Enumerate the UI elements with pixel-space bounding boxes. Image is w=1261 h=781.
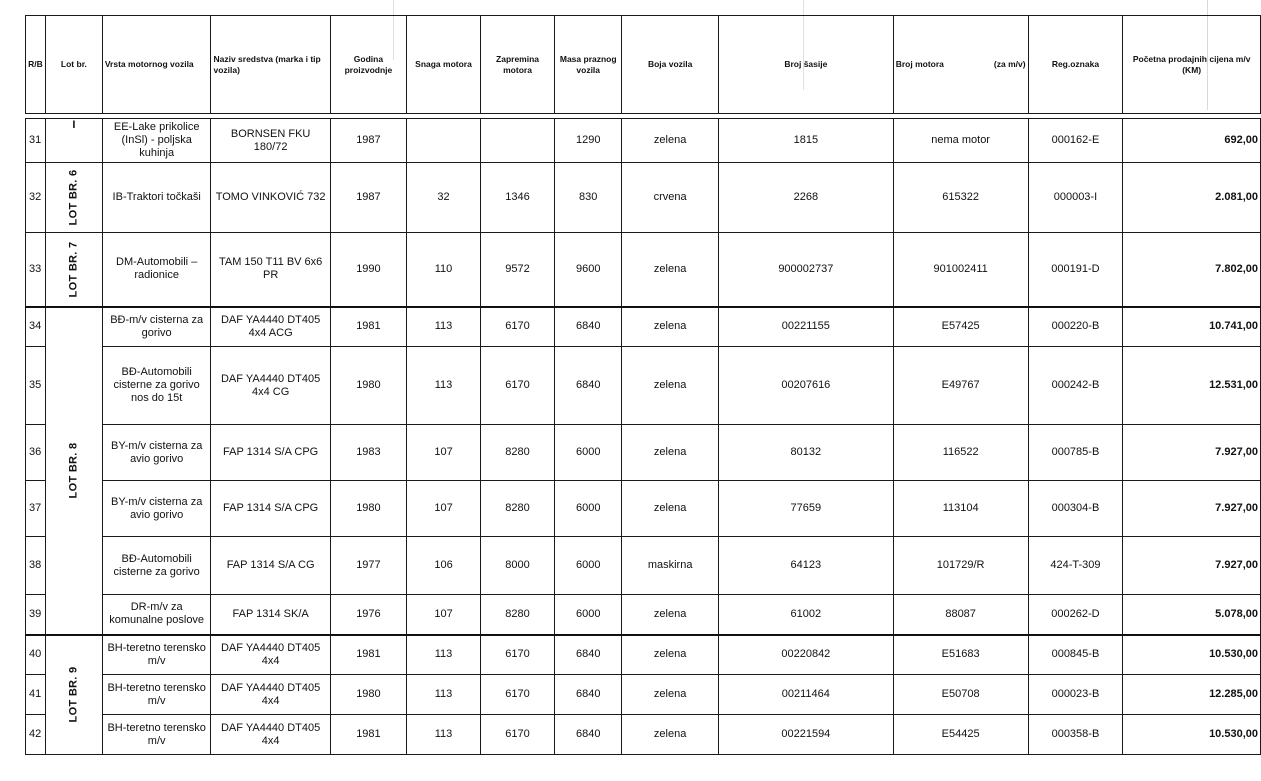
cell-price: 7.927,00 <box>1123 425 1261 481</box>
cell-name: FAP 1314 S/A CG <box>211 537 330 595</box>
cell-reg: 000845-B <box>1028 635 1123 675</box>
cell-volume: 8280 <box>480 481 554 537</box>
lot-label: LOT BR. 8 <box>67 442 80 499</box>
cell-engine: E51683 <box>893 635 1028 675</box>
cell-volume: 6170 <box>480 307 554 347</box>
cell-color: zelena <box>622 595 719 635</box>
cell-mass: 6840 <box>555 635 622 675</box>
cell-mass: 6000 <box>555 481 622 537</box>
lot-label: LOT BR. 6 <box>67 169 80 226</box>
table-row <box>26 163 1261 233</box>
cell-power <box>407 119 481 163</box>
cell-name: FAP 1314 S/A CPG <box>211 481 330 537</box>
cell-volume: 8000 <box>480 537 554 595</box>
cell-type: BY-m/v cisterna za avio gorivo <box>102 425 211 481</box>
cell-power: 107 <box>407 481 481 537</box>
cell-type: IB-Traktori točkaši <box>102 163 211 233</box>
scan-artifact-line <box>1207 0 1208 110</box>
cell-reg: 000358-B <box>1028 715 1123 755</box>
table-row <box>26 595 1261 635</box>
cell-power: 106 <box>407 537 481 595</box>
cell-engine: E54425 <box>893 715 1028 755</box>
table-row <box>26 537 1261 595</box>
cell-power: 107 <box>407 595 481 635</box>
header-row <box>26 16 1261 114</box>
cell-mass: 6840 <box>555 675 622 715</box>
cell-rb: 35 <box>26 347 46 425</box>
cell-price: 10.741,00 <box>1123 307 1261 347</box>
cell-volume: 6170 <box>480 635 554 675</box>
col-header-power: Snaga motora <box>407 16 481 114</box>
table-row <box>26 307 1261 347</box>
cell-rb: 37 <box>26 481 46 537</box>
cell-type: BH-teretno terensko m/v <box>102 675 211 715</box>
cell-rb: 34 <box>26 307 46 347</box>
col-header-lot: Lot br. <box>45 16 102 114</box>
cell-year: 1987 <box>330 119 406 163</box>
cell-price: 5.078,00 <box>1123 595 1261 635</box>
table-row <box>26 347 1261 425</box>
lot-label: LOT BR. 7 <box>67 241 80 298</box>
cell-power: 110 <box>407 233 481 307</box>
cell-year: 1980 <box>330 347 406 425</box>
engine-header-label: Broj motora <box>895 59 944 69</box>
cell-reg: 000191-D <box>1028 233 1123 307</box>
cell-year: 1983 <box>330 425 406 481</box>
cell-price: 2.081,00 <box>1123 163 1261 233</box>
cell-mass: 6000 <box>555 595 622 635</box>
lot-cell <box>45 233 102 307</box>
cell-name: TAM 150 T11 BV 6x6 PR <box>211 233 330 307</box>
cell-name: BORNSEN FKU 180/72 <box>211 119 330 163</box>
cell-rb: 40 <box>26 635 46 675</box>
cell-reg: 000162-E <box>1028 119 1123 163</box>
cell-price: 12.285,00 <box>1123 675 1261 715</box>
col-header-type: Vrsta motornog vozila <box>102 16 211 114</box>
scan-artifact-line <box>803 0 804 90</box>
cell-rb: 31 <box>26 119 46 163</box>
cell-volume: 6170 <box>480 347 554 425</box>
lot-cell <box>45 635 102 755</box>
cell-name: DAF YA4440 DT405 4x4 <box>211 715 330 755</box>
cell-chassis: 77659 <box>718 481 893 537</box>
cell-year: 1981 <box>330 635 406 675</box>
col-header-reg: Reg.oznaka <box>1028 16 1123 114</box>
cell-color: zelena <box>622 119 719 163</box>
col-header-chassis: Broj šasije <box>718 16 893 114</box>
cell-power: 113 <box>407 347 481 425</box>
col-header-engine <box>893 16 1028 114</box>
cell-name: DAF YA4440 DT405 4x4 CG <box>211 347 330 425</box>
cell-engine: E50708 <box>893 675 1028 715</box>
cell-engine: 88087 <box>893 595 1028 635</box>
table-row <box>26 635 1261 675</box>
table-row <box>26 233 1261 307</box>
cell-reg: 424-T-309 <box>1028 537 1123 595</box>
cell-type: BH-teretno terensko m/v <box>102 715 211 755</box>
col-header-name: Naziv sredstva (marka i tip vozila) <box>211 16 330 114</box>
cell-engine: E49767 <box>893 347 1028 425</box>
cell-reg: 000785-B <box>1028 425 1123 481</box>
cell-chassis: 2268 <box>718 163 893 233</box>
cell-rb: 32 <box>26 163 46 233</box>
cell-rb: 38 <box>26 537 46 595</box>
table-row <box>26 481 1261 537</box>
cell-mass: 6840 <box>555 715 622 755</box>
col-header-volume: Zapremina motora <box>480 16 554 114</box>
cell-color: zelena <box>622 635 719 675</box>
col-header-rb: R/B <box>26 16 46 114</box>
lot-cell <box>45 119 102 163</box>
cell-power: 113 <box>407 675 481 715</box>
cell-engine: 116522 <box>893 425 1028 481</box>
cell-color: zelena <box>622 425 719 481</box>
cell-color: zelena <box>622 233 719 307</box>
cell-year: 1990 <box>330 233 406 307</box>
table-row <box>26 715 1261 755</box>
cell-chassis: 61002 <box>718 595 893 635</box>
engine-header-note: (za m/v) <box>993 59 1026 69</box>
cell-name: DAF YA4440 DT405 4x4 <box>211 675 330 715</box>
cell-chassis: 00211464 <box>718 675 893 715</box>
cell-chassis: 80132 <box>718 425 893 481</box>
cell-type: BĐ-m/v cisterna za gorivo <box>102 307 211 347</box>
cell-rb: 33 <box>26 233 46 307</box>
cell-color: zelena <box>622 675 719 715</box>
cell-price: 12.531,00 <box>1123 347 1261 425</box>
cell-chassis: 900002737 <box>718 233 893 307</box>
cell-price: 10.530,00 <box>1123 635 1261 675</box>
cell-year: 1981 <box>330 307 406 347</box>
cell-price: 10.530,00 <box>1123 715 1261 755</box>
cell-engine: 901002411 <box>893 233 1028 307</box>
cell-reg: 000304-B <box>1028 481 1123 537</box>
cell-name: DAF YA4440 DT405 4x4 ACG <box>211 307 330 347</box>
cell-engine: 615322 <box>893 163 1028 233</box>
cell-reg: 000242-B <box>1028 347 1123 425</box>
cell-power: 32 <box>407 163 481 233</box>
col-header-mass: Masa praznog vozila <box>555 16 622 114</box>
cell-type: DR-m/v za komunalne poslove <box>102 595 211 635</box>
cell-volume: 6170 <box>480 675 554 715</box>
cell-year: 1980 <box>330 481 406 537</box>
cell-mass: 6840 <box>555 347 622 425</box>
cell-type: BY-m/v cisterna za avio gorivo <box>102 481 211 537</box>
cell-power: 107 <box>407 425 481 481</box>
cell-mass: 6000 <box>555 425 622 481</box>
cell-mass: 6000 <box>555 537 622 595</box>
cell-name: FAP 1314 SK/A <box>211 595 330 635</box>
cell-color: zelena <box>622 347 719 425</box>
cell-volume: 9572 <box>480 233 554 307</box>
cell-power: 113 <box>407 715 481 755</box>
cell-chassis: 1815 <box>718 119 893 163</box>
cell-engine: nema motor <box>893 119 1028 163</box>
cell-mass: 1290 <box>555 119 622 163</box>
table-row <box>26 675 1261 715</box>
cell-color: zelena <box>622 481 719 537</box>
lot-label: LOT BR. 9 <box>67 666 80 723</box>
col-header-color: Boja vozila <box>622 16 719 114</box>
cell-rb: 42 <box>26 715 46 755</box>
cell-reg: 000262-D <box>1028 595 1123 635</box>
cell-price: 7.927,00 <box>1123 537 1261 595</box>
cell-type: BH-teretno terensko m/v <box>102 635 211 675</box>
cell-chassis: 00221155 <box>718 307 893 347</box>
cell-name: TOMO VINKOVIĆ 732 <box>211 163 330 233</box>
cell-rb: 39 <box>26 595 46 635</box>
lot-cell <box>45 163 102 233</box>
cell-color: crvena <box>622 163 719 233</box>
cell-price: 692,00 <box>1123 119 1261 163</box>
cell-volume: 8280 <box>480 595 554 635</box>
cell-engine: E57425 <box>893 307 1028 347</box>
cell-year: 1977 <box>330 537 406 595</box>
cell-reg: 000023-B <box>1028 675 1123 715</box>
cell-year: 1980 <box>330 675 406 715</box>
cell-type: DM-Automobili – radionice <box>102 233 211 307</box>
cell-rb: 41 <box>26 675 46 715</box>
cell-power: 113 <box>407 635 481 675</box>
vehicle-table <box>25 15 1261 755</box>
cell-power: 113 <box>407 307 481 347</box>
cell-chassis: 00220842 <box>718 635 893 675</box>
cell-volume <box>480 119 554 163</box>
cell-volume: 8280 <box>480 425 554 481</box>
cell-type: BĐ-Automobili cisterne za gorivo nos do 15t <box>102 347 211 425</box>
scan-artifact-line <box>393 0 394 60</box>
cell-mass: 6840 <box>555 307 622 347</box>
cell-year: 1987 <box>330 163 406 233</box>
cell-type: EE-Lake prikolice (InSl) - poljska kuhinja <box>102 119 211 163</box>
cell-chassis: 64123 <box>718 537 893 595</box>
cell-reg: 000220-B <box>1028 307 1123 347</box>
vehicle-auction-table-page <box>25 15 1261 755</box>
cell-engine: 113104 <box>893 481 1028 537</box>
cell-engine: 101729/R <box>893 537 1028 595</box>
cell-color: zelena <box>622 715 719 755</box>
cell-volume: 1346 <box>480 163 554 233</box>
cell-chassis: 00207616 <box>718 347 893 425</box>
cell-mass: 9600 <box>555 233 622 307</box>
cell-chassis: 00221594 <box>718 715 893 755</box>
col-header-price: Početna prodajnih cijena m/v (KM) <box>1123 16 1261 114</box>
lot-cell <box>45 307 102 635</box>
cell-price: 7.927,00 <box>1123 481 1261 537</box>
table-row <box>26 119 1261 163</box>
cell-volume: 6170 <box>480 715 554 755</box>
col-header-year: Godina proizvodnje <box>330 16 406 114</box>
lot-label: I <box>72 119 76 131</box>
cell-type: BĐ-Automobili cisterne za gorivo <box>102 537 211 595</box>
cell-rb: 36 <box>26 425 46 481</box>
cell-year: 1976 <box>330 595 406 635</box>
cell-price: 7.802,00 <box>1123 233 1261 307</box>
cell-mass: 830 <box>555 163 622 233</box>
cell-name: DAF YA4440 DT405 4x4 <box>211 635 330 675</box>
cell-color: maskirna <box>622 537 719 595</box>
cell-name: FAP 1314 S/A CPG <box>211 425 330 481</box>
cell-color: zelena <box>622 307 719 347</box>
cell-reg: 000003-I <box>1028 163 1123 233</box>
cell-year: 1981 <box>330 715 406 755</box>
table-row <box>26 425 1261 481</box>
